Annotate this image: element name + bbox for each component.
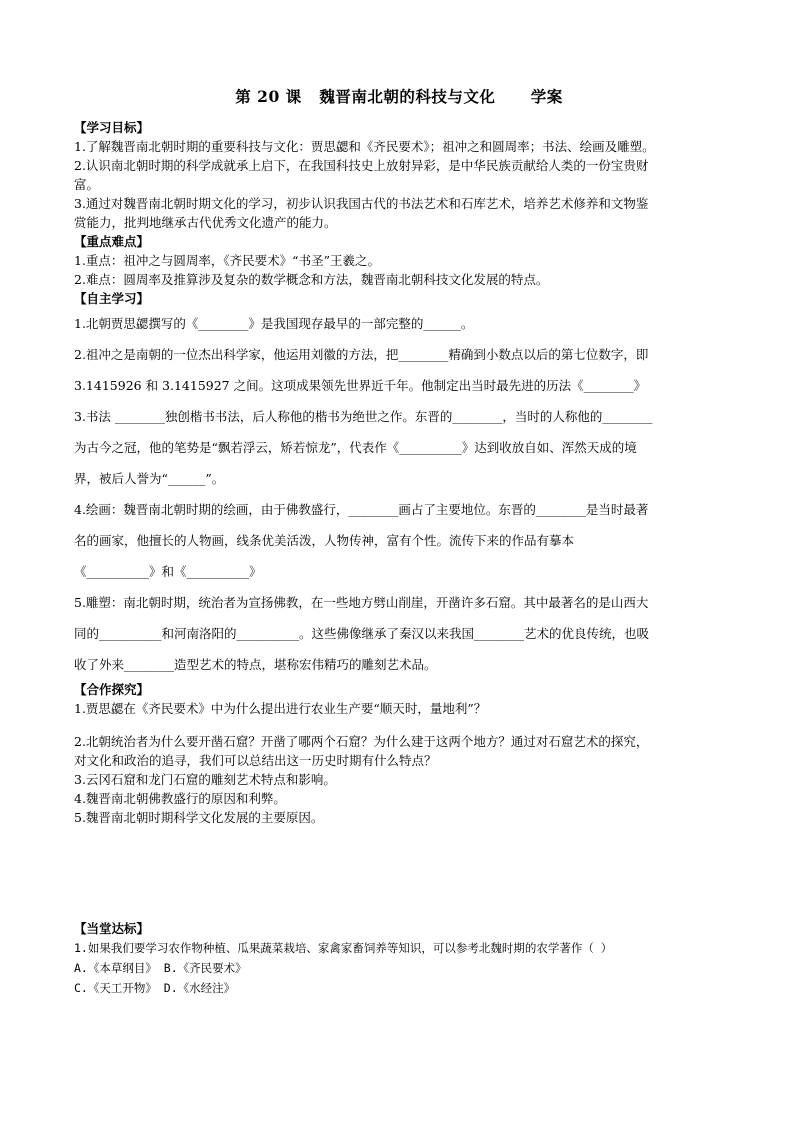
self-study-line: 3.书法 ________独创楷书书法，后人称他的楷书为绝世之作。东晋的________，当时的人称他的________ [74,409,653,424]
key-point-line: 2.难点：圆周率及推算涉及复杂的数学概念和方法，魏晋南北朝科技文化发展的特点。 [74,272,549,287]
test-options-ab: A.《本草纲目》 B.《齐民要术》 [74,961,247,975]
cooperation-heading: 【合作探究】 [74,682,150,697]
self-study-line: 2.祖冲之是南朝的一位杰出科学家，他运用刘徽的方法，把________精确到小数点以后的第七位数字，即 [74,347,649,362]
self-study-line: 界，被后人誉为“______”。 [74,471,225,486]
self-study-heading: 【自主学习】 [74,291,150,306]
self-study-line: 收了外来________造型艺术的特点，堪称宏伟精巧的雕刻艺术品。 [74,657,437,672]
objectives-section [74,118,724,232]
self-study-line: 4.绘画：魏晋南北朝时期的绘画，由于佛教盛行，________画占了主要地位。东晋的________是当时最著 [74,502,649,517]
self-study-line: 5.雕塑：南北朝时期，统治者为宣扬佛教，在一些地方劈山削崖，开凿许多石窟。其中最著名的是山西大 [74,595,649,610]
class-test-section [74,919,724,998]
objective-line: 1.了解魏晋南北朝时期的重要科技与文化：贾思勰和《齐民要术》；祖冲之和圆周率；书法、绘画及雕塑。 [74,139,655,154]
cooperation-question: 2.北朝统治者为什么要开凿石窟？开凿了哪两个石窟？为什么建于这两个地方？通过对石窟艺术的探究， [74,734,649,749]
self-study-line: 名的画家，他擅长的人物画，线条优美活泼，人物传神，富有个性。流传下来的作品有摹本 [74,533,575,548]
objective-line: 富。 [74,177,100,192]
self-study-line: 3.1415926 和 3.1415927 之间。这项成果领先世界近千年。他制定出当时最先进的历法《________》 [74,378,647,393]
objective-line: 2.认识南北朝时期的科学成就承上启下，在我国科技史上放射异彩，是中华民族贡献给人类的一份宝贵财 [74,158,649,173]
key-points-section [74,232,724,289]
cooperation-question: 4.魏晋南北朝佛教盛行的原因和利弊。 [74,791,286,806]
class-test-heading: 【当堂达标】 [74,921,150,936]
page-title: 第 20 课 魏晋南北朝的科技与文化 学案 [235,87,563,106]
self-study-line: 同的__________和河南洛阳的__________。这些佛像继承了秦汉以来我国________艺术的优良传统，也吸 [74,626,650,641]
objective-line: 赏能力，批判地继承古代优秀文化遗产的能力。 [74,215,337,230]
key-point-line: 1.重点：祖冲之与圆周率，《齐民要术》“书圣”王羲之。 [74,253,380,268]
cooperation-question: 1.贾思勰在《齐民要术》中为什么提出进行农业生产要“顺天时，量地利”？ [74,701,487,716]
objective-line: 3.通过对魏晋南北朝时期文化的学习，初步认识我国古代的书法艺术和石库艺术，培养艺术修养和文物鉴 [74,196,649,211]
key-points-heading: 【重点难点】 [74,234,150,249]
test-options-cd: C.《天工开物》 D.《水经注》 [74,981,236,995]
self-study-section [74,289,724,680]
self-study-line: 为古今之冠，他的笔势是“飘若浮云，矫若惊龙”，代表作《__________》达到收放自如、浑然天成的境 [74,440,637,455]
test-question: 1.如果我们要学习农作物种植、瓜果蔬菜栽培、家禽家畜饲养等知识，可以参考北魏时期的农学著作（ ） [74,941,613,955]
self-study-line: 《__________》和《__________》 [74,564,262,579]
cooperation-section [74,680,724,827]
cooperation-question: 对文化和政治的追寻，我们可以总结出这一历史时期有什么特点？ [74,753,437,768]
objectives-heading: 【学习目标】 [74,120,150,135]
cooperation-question: 5.魏晋南北朝时期科学文化发展的主要原因。 [74,810,324,825]
self-study-line: 1.北朝贾思勰撰写的《________》是我国现存最早的一部完整的______。 [74,316,474,331]
cooperation-question: 3.云冈石窟和龙门石窟的雕刻艺术特点和影响。 [74,772,336,787]
worksheet-page [74,84,724,998]
